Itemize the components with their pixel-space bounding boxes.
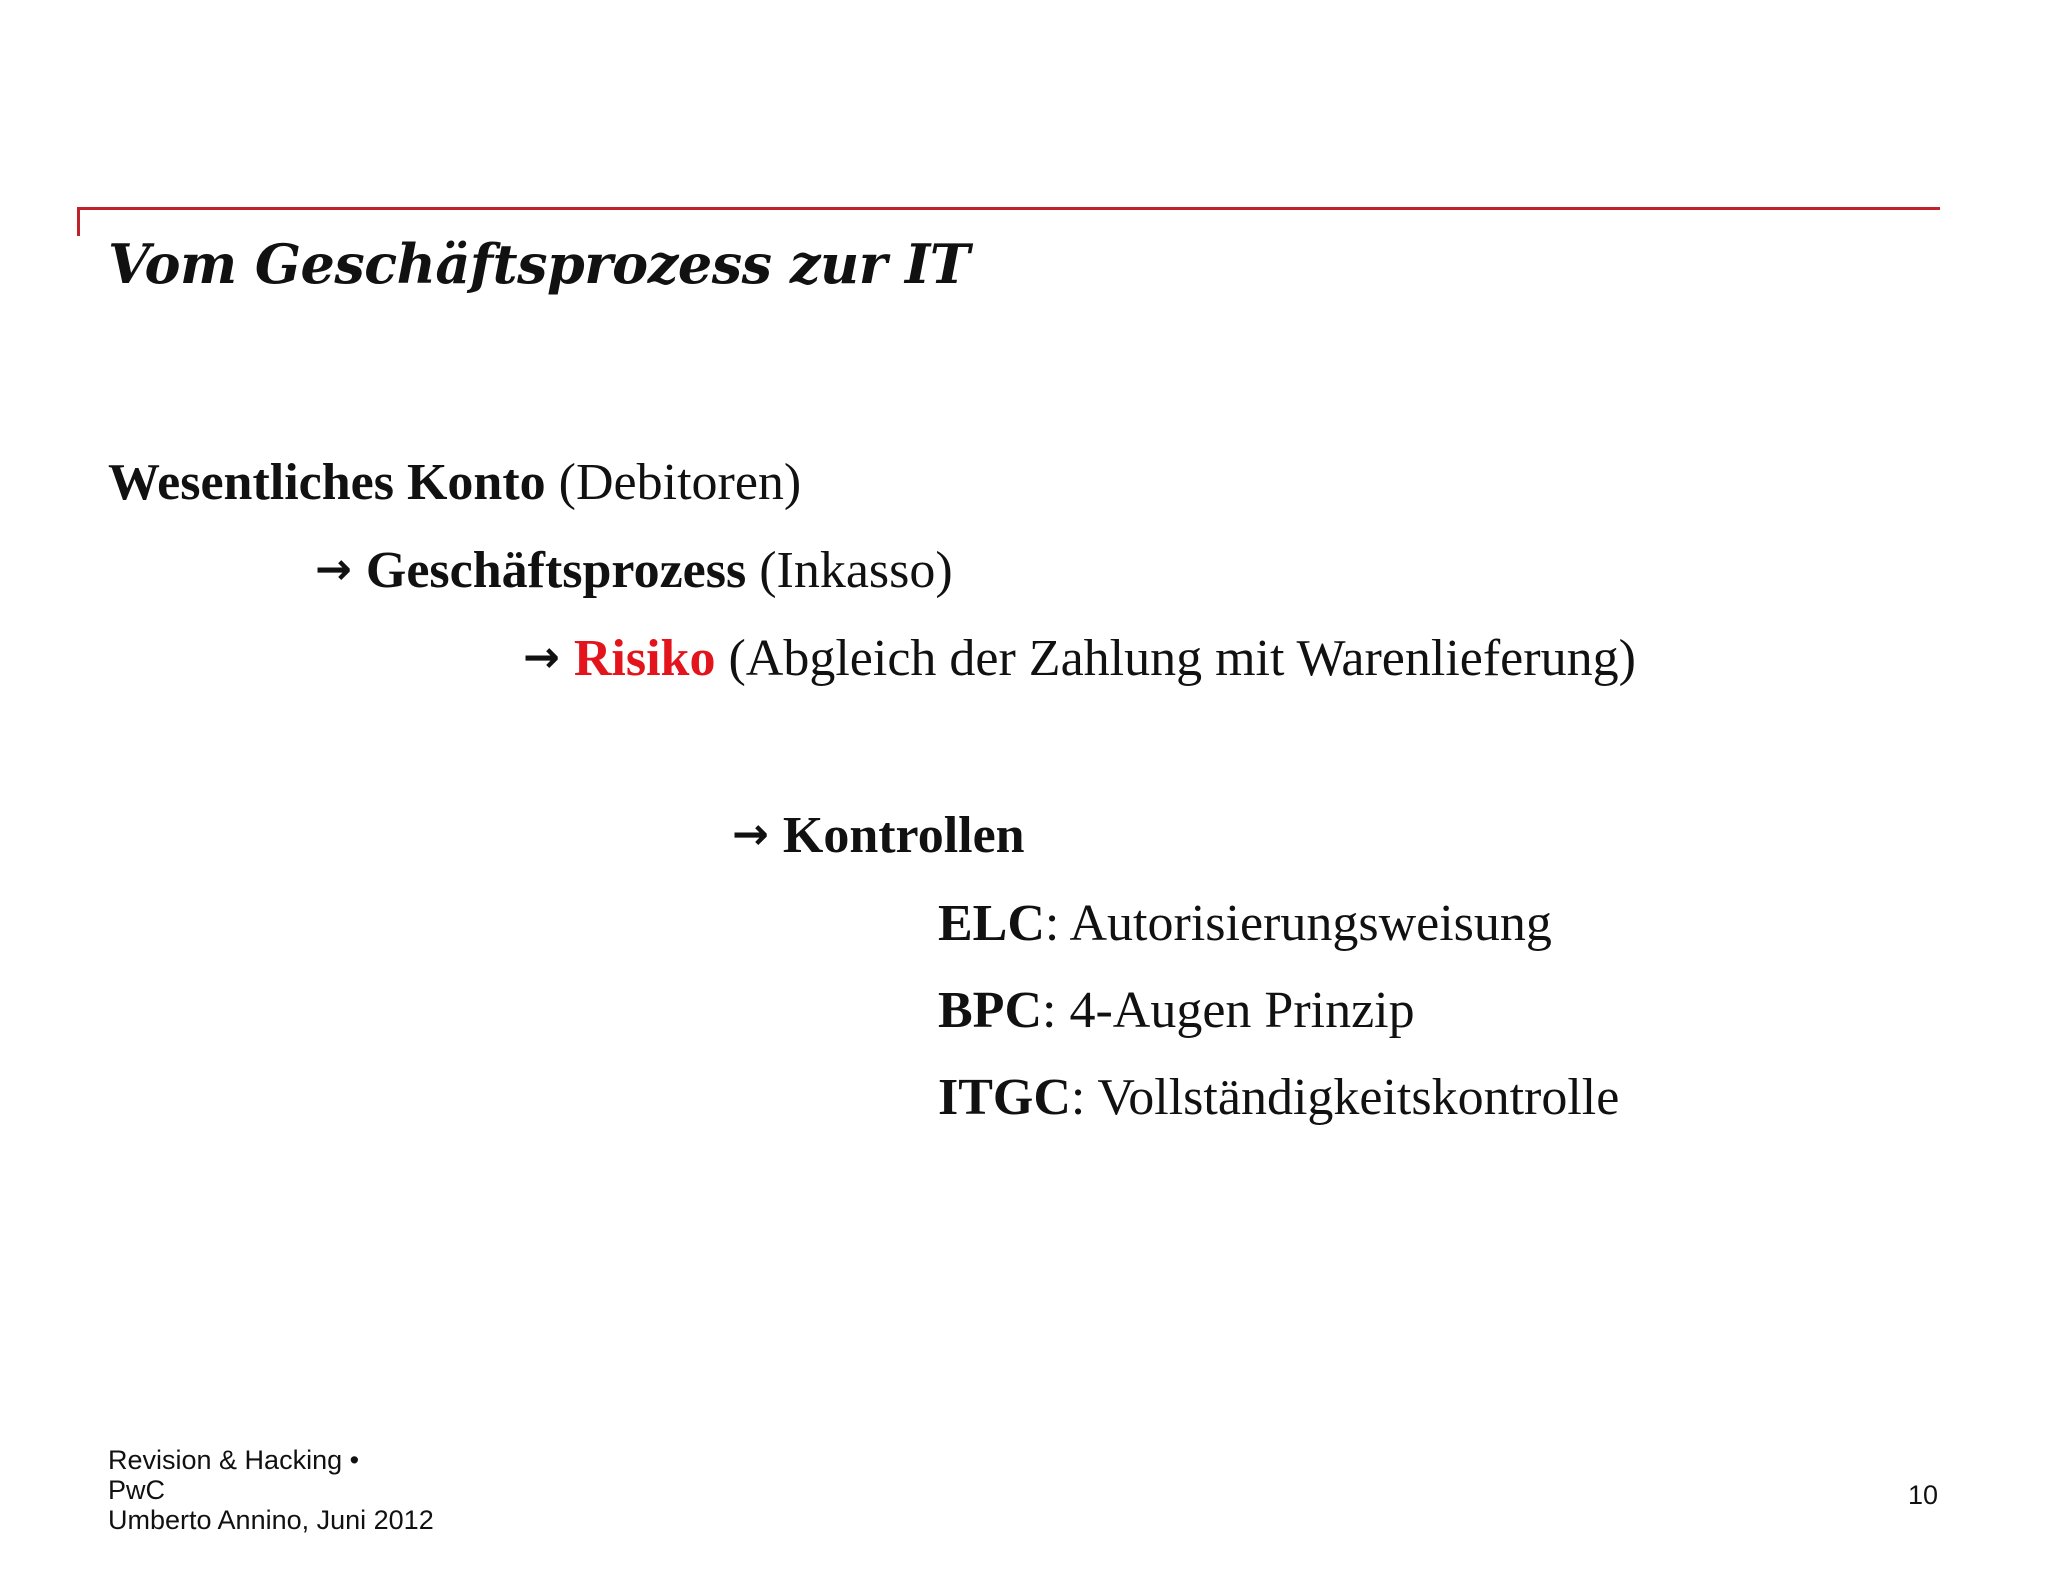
footer-line-3: Umberto Annino, Juni 2012 xyxy=(108,1505,434,1535)
arrow-right-icon: → xyxy=(315,544,352,595)
account-detail: (Debitoren) xyxy=(545,454,802,511)
controls-label: Kontrollen xyxy=(782,807,1025,864)
process-detail: (Inkasso) xyxy=(746,542,953,599)
control-item-code: ITGC xyxy=(938,1069,1071,1126)
control-item-text: : 4-Augen Prinzip xyxy=(1042,982,1415,1039)
footer-line-2: PwC xyxy=(108,1475,166,1505)
risk-label: Risiko xyxy=(573,630,716,687)
risk-line xyxy=(523,629,1636,688)
header-rule-corner xyxy=(77,207,80,236)
process-line xyxy=(315,541,953,600)
control-item-itgc xyxy=(938,1068,1619,1127)
page-number: 10 xyxy=(1908,1480,1939,1510)
control-item-code: ELC xyxy=(938,895,1045,952)
arrow-right-icon: → xyxy=(732,809,769,860)
control-item-text: : Vollständigkeitskontrolle xyxy=(1070,1069,1620,1126)
header-rule xyxy=(77,207,1940,210)
process-label: Geschäftsprozess xyxy=(365,542,747,599)
risk-detail: (Abgleich der Zahlung mit Warenlieferung) xyxy=(715,630,1636,687)
control-item-code: BPC xyxy=(938,982,1042,1039)
arrow-right-icon: → xyxy=(523,632,560,683)
account-label: Wesentliches Konto xyxy=(108,454,546,511)
slide-title: Vom Geschäftsprozess zur IT xyxy=(108,232,970,296)
account-line xyxy=(108,453,801,512)
control-item-elc xyxy=(938,894,1552,953)
control-item-text: : Autorisierungsweisung xyxy=(1044,895,1552,952)
footer-line-1: Revision & Hacking • xyxy=(108,1445,360,1475)
control-item-bpc xyxy=(938,981,1415,1040)
controls-line xyxy=(732,806,1025,865)
footer xyxy=(108,1445,434,1535)
